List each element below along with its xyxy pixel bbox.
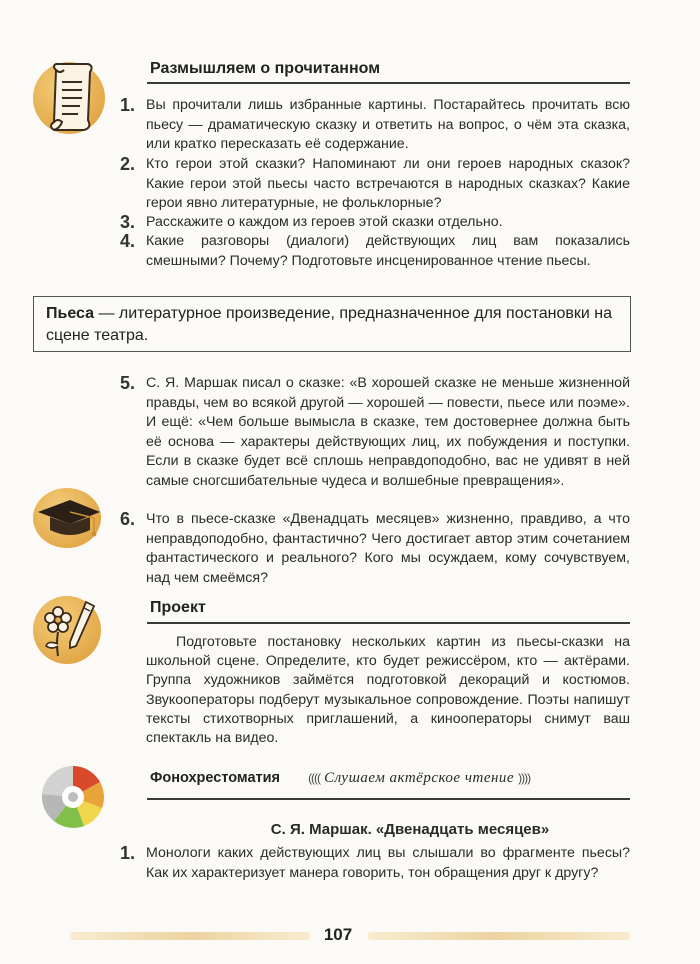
fono-subtitle: Слушаем актёрское чтение	[324, 770, 515, 786]
scroll-icon	[38, 60, 104, 136]
question-number: 1.	[119, 843, 135, 863]
question-number: 2.	[119, 154, 135, 174]
question-number: 4.	[119, 231, 135, 251]
section-rule	[147, 622, 630, 624]
section-title-reflection: Размышляем о прочитанном	[150, 60, 381, 77]
section-rule	[147, 798, 630, 800]
fono-title: Фонохрестоматия	[150, 770, 280, 786]
sound-wave-left-icon: ((((	[308, 771, 321, 785]
question-text: С. Я. Маршак писал о сказке: «В хорошей сказке не меньше жизненной правды, чем во всякой другой — хорошей — повести, пьесе или поэме». И ещё: «Чем больше вымысла в сказке, тем достовернее должна быть её основа — характеры действующих лиц, их побуждения и поступки. Если в сказке будет всё сплошь неправдоподобно, вас не удивят в ней самые сногсшибательные чудеса и волшебные превращения».	[146, 375, 630, 489]
fono-header	[150, 770, 630, 792]
definition-text: — литературное произведение, предназначенное для постановки на сцене театра.	[46, 305, 612, 344]
footer-bar-left	[70, 932, 310, 940]
question-text: Расскажите о каждом из героев этой сказки отдельно.	[146, 214, 503, 230]
graduation-cap-icon	[34, 492, 104, 544]
section-rule	[147, 82, 630, 84]
fono-heading: С. Я. Маршак. «Двенадцать месяцев»	[270, 821, 550, 838]
question-number: 6.	[119, 509, 135, 529]
question-number: 5.	[119, 373, 135, 393]
question-text: Кто герои этой сказки? Напоминают ли они героев народных сказок? Какие герои этой пьесы часто встречаются в народных сказках? Какие герои явно литературные, не фольклорные?	[146, 156, 630, 211]
sound-wave-right-icon: ))))	[518, 771, 531, 785]
footer-bar-right	[368, 932, 630, 940]
project-text: Подготовьте постановку нескольких картин из пьесы-сказки на школьной сцене. Определите, кто будет режиссёром, кто — актёрами. Группа художников займётся подготовкой декораций и костюмов. Звукооператоры подберут музыкальное сопровождение. Поэты напишут тексты стихотворных приглашений, а кинооператоры снимут ваш спектакль на видео.	[146, 634, 630, 747]
question-text: Какие разговоры (диалоги) действующих лиц вам показались смешными? Почему? Подготовьте инсценированное чтение пьесы.	[146, 233, 630, 269]
question-number: 3.	[119, 212, 135, 232]
section-title-project: Проект	[150, 599, 206, 616]
question-text: Вы прочитали лишь избранные картины. Постарайтесь прочитать всю пьесу — драматическую сказку и ответить на вопрос, о чём эта сказка, или кратко пересказать её содержание.	[146, 97, 630, 152]
definition-term: Пьеса	[46, 305, 95, 322]
cd-disc-icon	[40, 764, 106, 830]
definition-box	[33, 296, 631, 352]
flower-pencil-icon	[36, 596, 104, 664]
page-number: 107	[323, 925, 353, 944]
question-number: 1.	[119, 95, 135, 115]
question-text: Монологи каких действующих лиц вы слышали во фрагменте пьесы? Как их характеризует манера говорить, тон обращения друг к другу?	[146, 845, 630, 881]
question-text: Что в пьесе-сказке «Двенадцать месяцев» жизненно, правдиво, а что неправдоподобно, фантастично? Чего достигает автор этим сочетанием фантастического и реального? Кого мы осуждаем, кому сочувствуем, над чем смеёмся?	[146, 511, 630, 586]
